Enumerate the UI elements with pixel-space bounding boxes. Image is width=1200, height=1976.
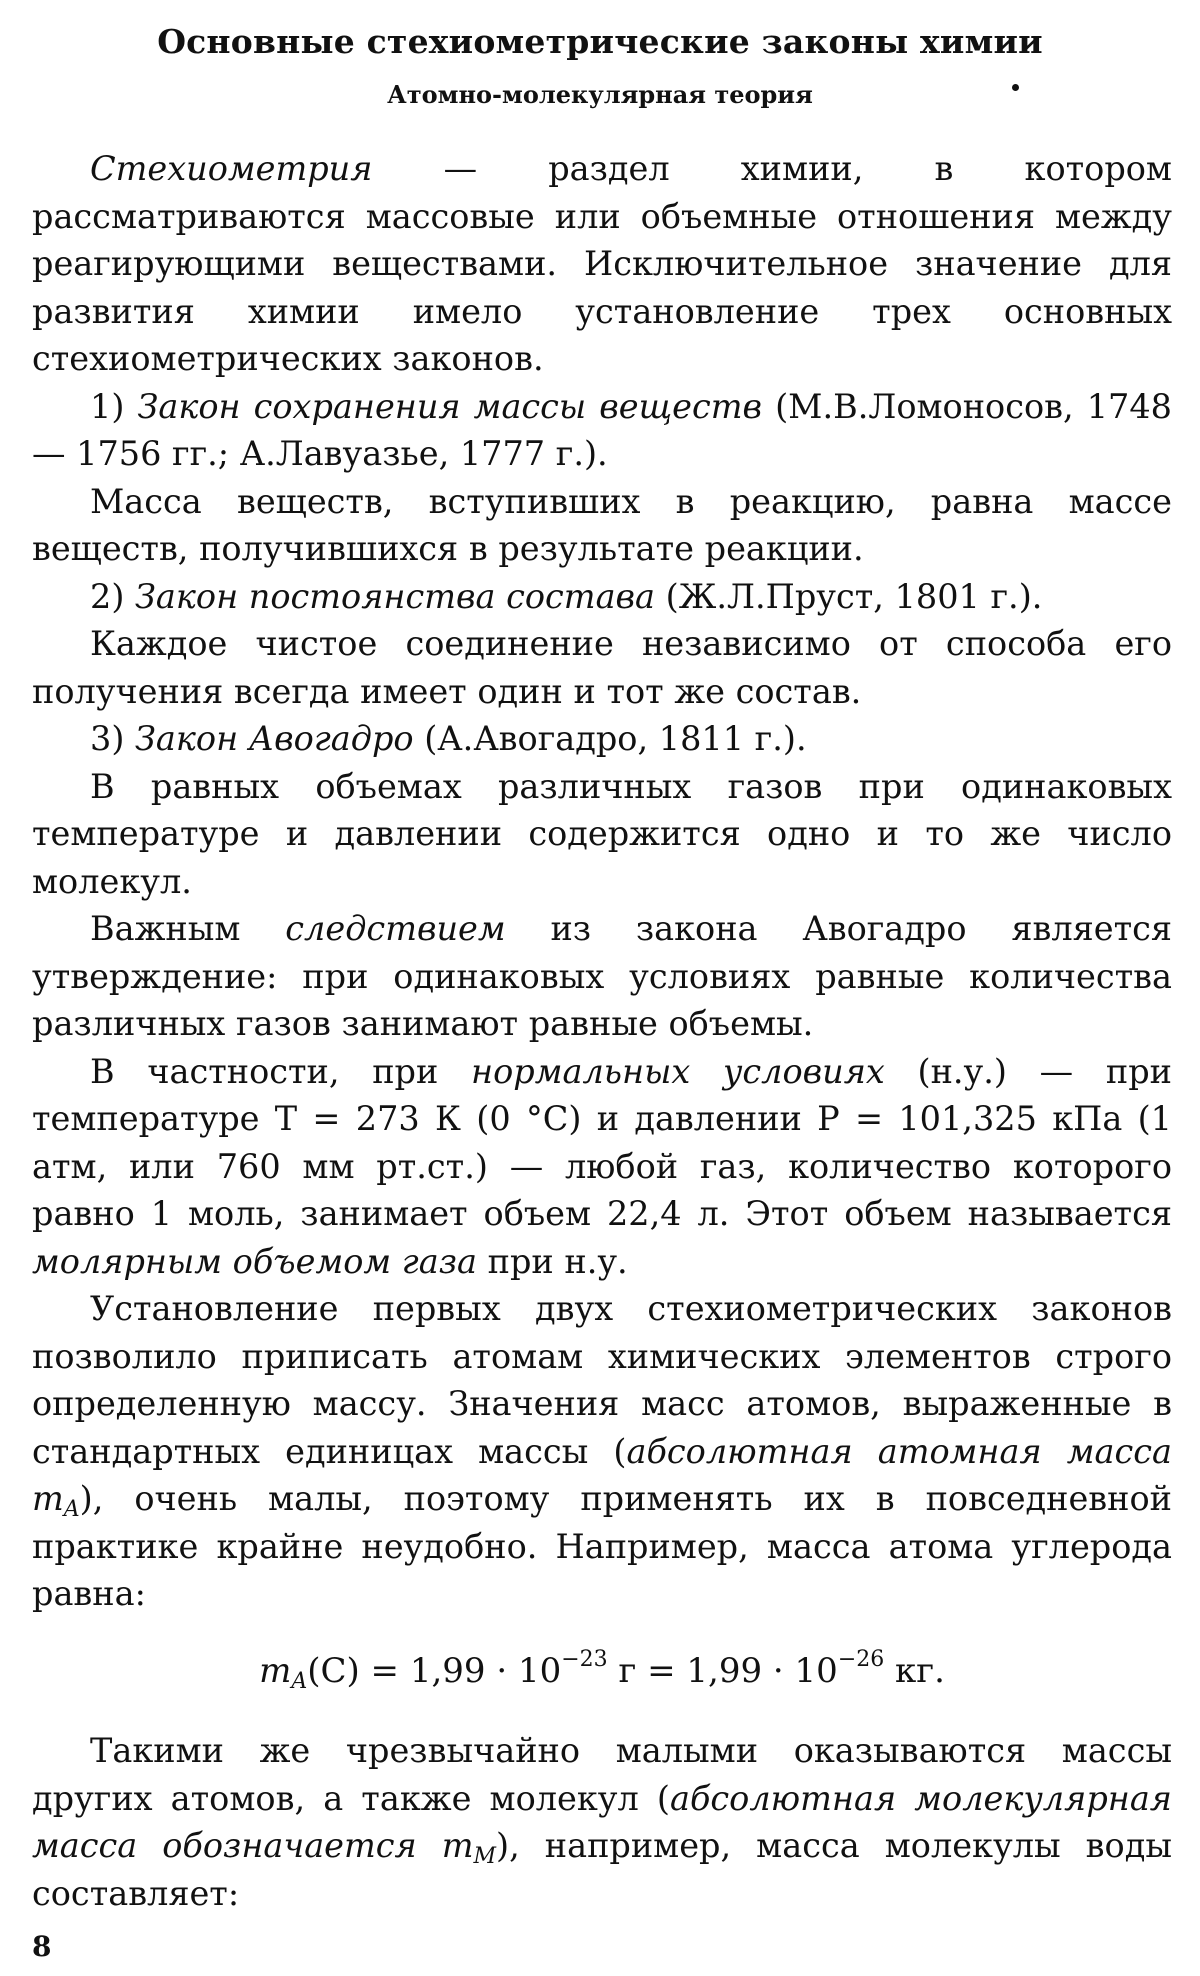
formula-subscript: A xyxy=(291,1668,308,1694)
paragraph-normal-conditions xyxy=(32,1048,1172,1286)
formula-symbol: m xyxy=(259,1650,292,1691)
formula-part: (C) = 1,99 · 10 xyxy=(307,1650,562,1691)
subscript: A xyxy=(63,1497,80,1522)
paragraph-text: Установление первых двух стехиометрических законов позволило приписать атомам химических элементов строго определенную массу. Значения масс атомов, выраженные в стандартных единицах массы ( xyxy=(32,1289,1172,1471)
term-normal-conditions: нормальных условиях xyxy=(471,1051,885,1091)
law-1-statement: Масса веществ, вступивших в реакцию, равна массе веществ, получившихся в результате реакции. xyxy=(32,481,1172,568)
paragraph-consequence xyxy=(32,905,1172,1048)
stray-dot-mark xyxy=(1012,84,1019,91)
formula-part: г = 1,99 · 10 xyxy=(607,1650,838,1691)
law-authors: (А.Авогадро, 1811 г.). xyxy=(413,719,807,758)
law-1-heading xyxy=(32,383,1172,478)
term-molar-volume: молярным объемом газа xyxy=(32,1241,477,1281)
law-authors: (Ж.Л.Пруст, 1801 г.). xyxy=(655,576,1043,616)
law-name: Закон сохранения массы веществ xyxy=(137,386,763,426)
paragraph-molecular-mass xyxy=(32,1727,1172,1917)
law-2-statement: Каждое чистое соединение независимо от способа его получения всегда имеет один и тот же состав. xyxy=(32,624,1172,711)
law-3-statement: В равных объемах различных газов при одинаковых температуре и давлении содержится одно и то же число молекул. xyxy=(32,766,1172,901)
formula-exponent: −23 xyxy=(561,1646,608,1672)
law-name: Закон Авогадро xyxy=(135,719,414,758)
law-number: 1) xyxy=(90,386,138,426)
paragraph-stoichiometry xyxy=(32,145,1172,383)
term-stoichiometry: Стехиометрия xyxy=(90,149,373,188)
paragraph-text: из закона Авогадро является утверждение: при одинаковых условиях равные количества различных газов занимают равные объемы. xyxy=(32,909,1172,1043)
term-absolute-atomic-mass: абсолютная атомная масса m xyxy=(32,1431,1172,1518)
law-authors: (М.В.Ломоносов, 1748 — 1756 гг.; А.Лавуазье, 1777 г.). xyxy=(32,386,1172,473)
law-number: 3) xyxy=(90,719,136,758)
paragraph-text: ), очень малы, поэтому применять их в повседневной практике крайне неудобно. Например, масса атома углерода равна: xyxy=(32,1479,1172,1613)
law-name: Закон постоянства состава xyxy=(135,576,656,616)
body-text xyxy=(32,145,1172,1917)
formula-carbon-mass xyxy=(32,1648,1172,1696)
subscript: M xyxy=(473,1844,497,1869)
page-number: 8 xyxy=(32,1930,52,1963)
law-2-heading xyxy=(32,573,1172,621)
page-title: Основные стехиометрические законы химии xyxy=(157,22,1043,61)
paragraph-text: — раздел химии, в котором рассматриваются массовые или объемные отношения между реагирующими веществами. Исключительное значение для развития химии имело установление трех основных стехиометрических законов. xyxy=(32,149,1172,378)
formula-exponent: −26 xyxy=(837,1646,885,1672)
paragraph-text: Такими же чрезвычайно малыми оказываются массы других атомов, а также молекул ( xyxy=(32,1731,1172,1818)
law-3-heading xyxy=(32,715,1172,763)
term-consequence: следствием xyxy=(285,909,506,948)
page-subtitle: Атомно-молекулярная теория xyxy=(387,80,813,109)
formula-part: кг. xyxy=(884,1650,945,1691)
paragraph-atomic-mass xyxy=(32,1285,1172,1618)
paragraph-text: ), например, масса молекулы воды составляет: xyxy=(32,1826,1172,1913)
paragraph-text: В частности, при xyxy=(90,1051,472,1091)
term-absolute-molecular-mass: абсолютная молекулярная масса обозначается m xyxy=(32,1778,1172,1865)
paragraph-text: при н.у. xyxy=(476,1241,628,1281)
paragraph-text: Важным xyxy=(90,909,286,948)
paragraph-text: (н.у.) — при температуре T = 273 К (0 °С) и давлении P = 101,325 кПа (1 атм, или 760 мм рт.ст.) — любой газ, количество которого равно 1 моль, занимает объем 22,4 л. Этот объем называется xyxy=(32,1051,1172,1233)
law-number: 2) xyxy=(90,576,136,616)
